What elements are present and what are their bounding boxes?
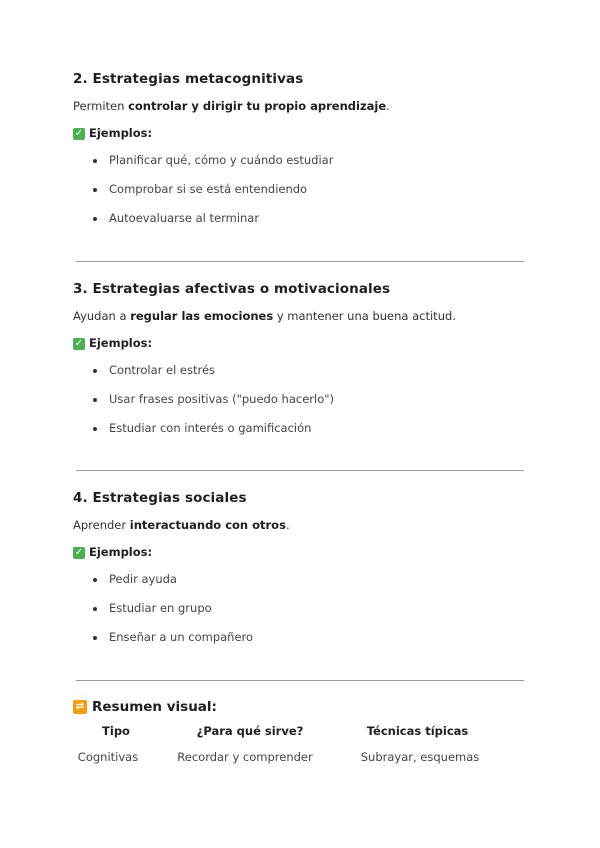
bullet-icon	[93, 159, 97, 163]
examples-label: ✓ Ejemplos:	[74, 126, 153, 140]
divider	[76, 470, 524, 471]
bullet-icon	[93, 427, 97, 431]
bullet-icon	[93, 607, 97, 611]
section-affective	[73, 280, 528, 450]
bullet-icon	[93, 369, 97, 373]
examples-list	[73, 363, 528, 450]
bullet-icon	[93, 188, 97, 192]
check-mark-icon: ✓	[74, 127, 84, 139]
bullet-icon	[93, 578, 97, 582]
intro-emphasis: controlar y dirigir tu propio aprendizaje	[128, 99, 387, 113]
check-mark-icon: ✓	[74, 546, 84, 558]
examples-label: ✓ Ejemplos:	[74, 545, 153, 559]
repeat-icon: ⇄	[73, 700, 87, 714]
section-intro: Permiten controlar y dirigir tu propio aprendizaje.	[73, 99, 390, 113]
list-item: Estudiar en grupo	[73, 601, 528, 630]
check-mark-icon: ✓	[74, 337, 84, 349]
list-item: Usar frases positivas ("puedo hacerlo")	[73, 392, 528, 421]
list-item: Estudiar con interés o gamificación	[73, 421, 528, 450]
bullet-icon	[93, 217, 97, 221]
table-header-cell: Técnicas típicas	[366, 724, 469, 738]
table-header-cell: Tipo	[102, 724, 130, 738]
section-intro: Aprender interactuando con otros.	[73, 518, 290, 532]
summary-heading: ⇄ Resumen visual:	[73, 698, 217, 716]
list-item: Planificar qué, cómo y cuándo estudiar	[73, 153, 528, 182]
intro-emphasis: interactuando con otros	[129, 518, 286, 532]
list-item: Comprobar si se está entendiendo	[73, 182, 528, 211]
divider	[76, 680, 524, 681]
table-cell: Recordar y comprender	[177, 750, 313, 764]
table-header-cell: ¿Para qué sirve?	[196, 724, 304, 738]
section-heading: 2. Estrategias metacognitivas	[73, 71, 304, 87]
examples-list	[73, 153, 528, 240]
section-heading: 3. Estrategias afectivas o motivacionales	[73, 281, 391, 297]
bullet-icon	[93, 636, 97, 640]
divider	[76, 261, 524, 262]
section-heading: 4. Estrategias sociales	[73, 490, 247, 506]
list-item: Controlar el estrés	[73, 363, 528, 392]
intro-emphasis: regular las emociones	[130, 309, 274, 323]
section-metacognitive	[73, 70, 528, 240]
section-social	[73, 489, 528, 659]
bullet-icon	[93, 398, 97, 402]
list-item: Pedir ayuda	[73, 572, 528, 601]
examples-list	[73, 572, 528, 659]
examples-label: ✓ Ejemplos:	[74, 336, 153, 350]
table-cell: Subrayar, esquemas	[360, 750, 480, 764]
table-cell: Cognitivas	[77, 750, 139, 764]
list-item: Autoevaluarse al terminar	[73, 211, 528, 240]
list-item: Enseñar a un compañero	[73, 630, 528, 659]
section-intro: Ayudan a regular las emociones y mantener una buena actitud.	[73, 309, 456, 323]
